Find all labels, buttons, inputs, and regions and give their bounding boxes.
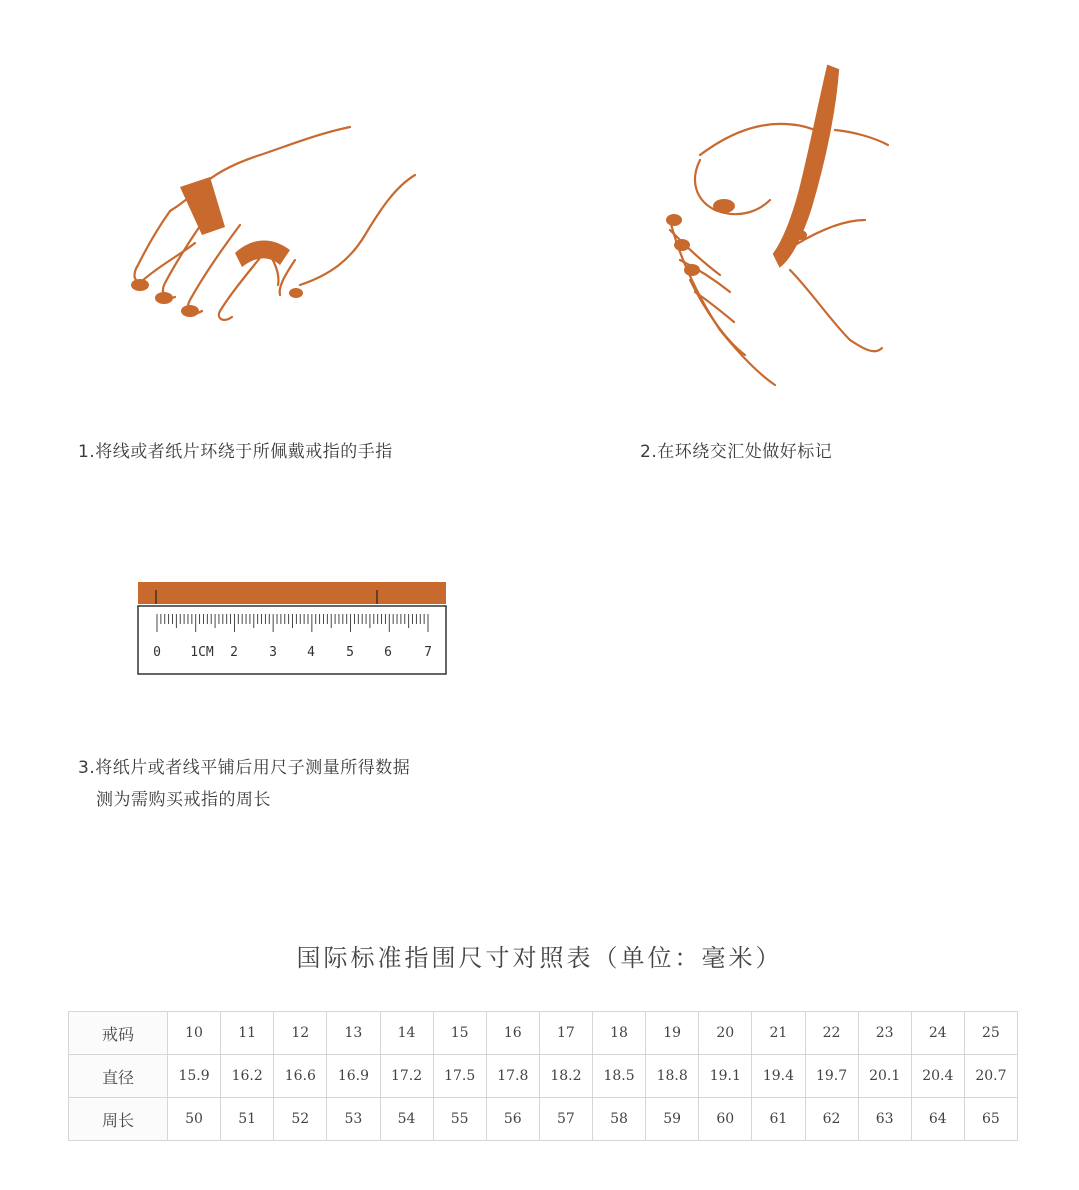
table-cell: 58 (593, 1098, 646, 1141)
table-cell: 56 (486, 1098, 539, 1141)
table-cell: 16.6 (274, 1055, 327, 1098)
table-cell: 65 (964, 1098, 1017, 1141)
step-3-text-line1: 3.将纸片或者线平铺后用尺子测量所得数据 (78, 758, 411, 778)
table-cell: 20 (699, 1012, 752, 1055)
row-label: 周长 (69, 1098, 168, 1141)
table-cell: 13 (327, 1012, 380, 1055)
ruler-label: 6 (384, 645, 392, 660)
table-cell: 20.1 (858, 1055, 911, 1098)
table-cell: 18.8 (646, 1055, 699, 1098)
table-cell: 15 (433, 1012, 486, 1055)
table-cell: 18.5 (593, 1055, 646, 1098)
table-cell: 14 (380, 1012, 433, 1055)
ruler-label: 1CM (190, 645, 214, 660)
table-cell: 60 (699, 1098, 752, 1141)
ruler-label: 2 (230, 645, 238, 660)
table-cell: 50 (168, 1098, 221, 1141)
ring-size-table (68, 1011, 1018, 1141)
table-cell: 17.2 (380, 1055, 433, 1098)
size-table-title: 国际标准指围尺寸对照表（单位：毫米） (296, 944, 783, 972)
table-cell: 15.9 (168, 1055, 221, 1098)
table-row (69, 1098, 1018, 1141)
step-1-text: 1.将线或者纸片环绕于所佩戴戒指的手指 (78, 442, 393, 462)
row-label: 直径 (69, 1055, 168, 1098)
table-cell: 57 (539, 1098, 592, 1141)
ruler-label: 7 (424, 645, 432, 660)
table-cell: 16.9 (327, 1055, 380, 1098)
table-cell: 21 (752, 1012, 805, 1055)
table-cell: 53 (327, 1098, 380, 1141)
table-cell: 17.8 (486, 1055, 539, 1098)
row-label: 戒码 (69, 1012, 168, 1055)
table-cell: 17 (539, 1012, 592, 1055)
table-cell: 64 (911, 1098, 964, 1141)
ruler-label: 4 (307, 645, 315, 660)
table-cell: 63 (858, 1098, 911, 1141)
table-cell: 18.2 (539, 1055, 592, 1098)
table-cell: 10 (168, 1012, 221, 1055)
table-cell: 16.2 (221, 1055, 274, 1098)
paper-strip (180, 177, 225, 235)
table-cell: 59 (646, 1098, 699, 1141)
hand-wrap-illustration (120, 115, 430, 330)
step-3-text-line2: 测为需购买戒指的周长 (96, 790, 271, 810)
table-cell: 23 (858, 1012, 911, 1055)
ruler-illustration (136, 580, 448, 678)
table-cell: 19.1 (699, 1055, 752, 1098)
table-cell: 17.5 (433, 1055, 486, 1098)
table-cell: 12 (274, 1012, 327, 1055)
table-cell: 22 (805, 1012, 858, 1055)
table-cell: 25 (964, 1012, 1017, 1055)
step-2-text: 2.在环绕交汇处做好标记 (640, 442, 833, 462)
table-row (69, 1012, 1018, 1055)
table-cell: 24 (911, 1012, 964, 1055)
table-cell: 18 (593, 1012, 646, 1055)
table-cell: 11 (221, 1012, 274, 1055)
table-cell: 20.4 (911, 1055, 964, 1098)
table-cell: 19 (646, 1012, 699, 1055)
table-cell: 62 (805, 1098, 858, 1141)
table-cell: 19.7 (805, 1055, 858, 1098)
pen-mark-illustration (660, 30, 900, 390)
ruler-label: 5 (346, 645, 354, 660)
table-cell: 55 (433, 1098, 486, 1141)
table-cell: 16 (486, 1012, 539, 1055)
table-cell: 19.4 (752, 1055, 805, 1098)
ruler-label: 3 (269, 645, 277, 660)
table-cell: 61 (752, 1098, 805, 1141)
table-cell: 52 (274, 1098, 327, 1141)
table-cell: 20.7 (964, 1055, 1017, 1098)
table-row (69, 1055, 1018, 1098)
table-cell: 51 (221, 1098, 274, 1141)
ruler-label: 0 (153, 645, 161, 660)
table-cell: 54 (380, 1098, 433, 1141)
